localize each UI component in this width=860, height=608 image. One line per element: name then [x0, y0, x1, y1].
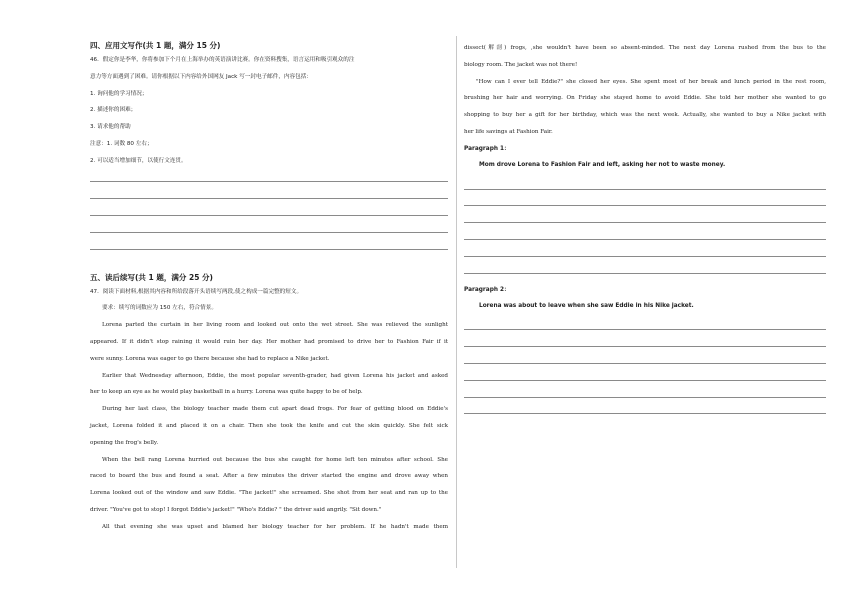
paragraph2-answer-lines[interactable] [464, 314, 826, 415]
paragraph2-label: Paragraph 2： [464, 286, 510, 293]
story-passage [90, 317, 448, 535]
answer-line[interactable] [464, 206, 826, 223]
section4-line: 46．假定你是李华，你将参加下个月在上海举办的英语演讲比赛。你在资料搜集，语言运用和吸引观众的注 [90, 57, 355, 63]
answer-line[interactable] [464, 223, 826, 240]
answer-line[interactable] [464, 381, 826, 398]
answer-line[interactable] [90, 199, 448, 216]
story-line: raced to board the bus and found a seat. After a few minutes the driver started the engine and drove away when [90, 473, 448, 480]
answer-line[interactable] [464, 257, 826, 274]
section4-line: 1. 询问他的学习情况； [90, 90, 148, 97]
story-line: appeared. If it didn't stop raining it would ruin her day. Her mother had promised to drive her to Fashion Fair if it [90, 338, 448, 345]
story-line: her to keep an eye as he would play basketball in a hurry. Lorena was quite happy to be of help. [90, 389, 363, 396]
story-line: All that evening she was upset and blamed her biology teacher for her problem. If he hadn't made them [102, 523, 448, 530]
section4-line: 3. 请求他的帮助 [90, 124, 131, 131]
section4-line: 意力等方面遇到了困难。请你根据以下内容给外国网友 Jack 写一封电子邮件，内容包括： [90, 73, 312, 80]
story-line: When the bell rang Lorena hurried out because the bus she caught for home left ten minutes after school. She [102, 456, 448, 463]
answer-line[interactable] [90, 216, 448, 233]
story-line: dissect(解剖) frogs, ,she wouldn't have been so absent-minded. The next day Lorena rushed from the bus to the [464, 45, 826, 51]
section4-title: 四、应用文写作(共 1 题，满分 15 分) [90, 41, 221, 50]
section4-answer-lines[interactable] [90, 166, 448, 250]
paragraph1-label: Paragraph 1： [464, 145, 510, 152]
story-line: shopping to buy her a gift for her birthday, which was the next week. Actually, she wanted to buy a Nike jacket with [464, 112, 826, 119]
story-line: driver. "You've got to stop! I forgot Eddie's jacket!" "Who's Eddie? " the driver said angrily. "Sit down." [90, 506, 382, 513]
story-line: Lorena looked out of the window and saw Eddie. "The jacket!" she screamed. She shot from her seat and ran up to the [90, 490, 448, 497]
story-line: biology room. The jacket was not there! [464, 61, 578, 68]
answer-line[interactable] [464, 173, 826, 190]
answer-line[interactable] [90, 182, 448, 199]
answer-line[interactable] [464, 240, 826, 257]
story-line: brushing her hair and worrying. On Friday she stayed home to avoid Eddie. She told her mother she wanted to go [464, 95, 826, 102]
answer-line[interactable] [464, 398, 826, 415]
section4-line: 2. 可以适当增加细节，以使行文连贯。 [90, 157, 187, 164]
paragraph2-start: Lorena was about to leave when she saw Eddie in his Nike jacket. [479, 302, 694, 309]
answer-line[interactable] [464, 364, 826, 381]
story-line: jacket, Lorena folded it and placed it on a chair. Then she took the knife and cut the skin quickly. She felt sick [90, 422, 448, 429]
story-line: Lorena parted the curtain in her living room and looked out onto the wet street. She was relieved the sunlight [102, 322, 448, 329]
section4-line: 注意：1. 词数 80 左右； [90, 140, 153, 147]
section4-prompt [90, 52, 448, 170]
section5-requirement: 要求：续写的词数应为 150 左右，符合情景。 [102, 305, 217, 312]
section5-intro: 47．阅读下面材料,根据其内容和所给段落开头语续写两段,使之构成一篇完整的短文。 [90, 288, 303, 295]
story-passage-continued [464, 40, 826, 141]
answer-line[interactable] [464, 347, 826, 364]
story-line: opening the frog's belly. [90, 439, 159, 446]
right-column [464, 40, 826, 414]
answer-line[interactable] [90, 233, 448, 250]
answer-line[interactable] [464, 190, 826, 207]
left-column [90, 40, 448, 536]
story-line: were sunny. Lorena was eager to go there because she had to replace a Nike jacket. [90, 355, 330, 362]
answer-line[interactable] [464, 314, 826, 331]
story-line: During her last class, the biology teacher made them cut apart dead frogs. For fear of getting blood on Eddie's [102, 406, 448, 413]
story-line: her life savings at Fashion Fair. [464, 128, 553, 135]
story-line: "How can I ever tell Eddie?" she closed her eyes. She spent most of her break and lunch period in the rest room, [476, 78, 826, 85]
column-divider [456, 36, 457, 568]
paragraph1-start: Mom drove Lorena to Fashion Fair and left, asking her not to waste money. [479, 161, 726, 168]
story-line: Earlier that Wednesday afternoon, Eddie, the most popular seventh-grader, had given Lorena his jacket and asked [102, 372, 448, 379]
section5-title: 五、读后续写(共 1 题，满分 25 分) [90, 272, 213, 282]
section4-line: 2. 描述你的困难； [90, 107, 137, 114]
paragraph1-answer-lines[interactable] [464, 173, 826, 274]
answer-line[interactable] [464, 330, 826, 347]
